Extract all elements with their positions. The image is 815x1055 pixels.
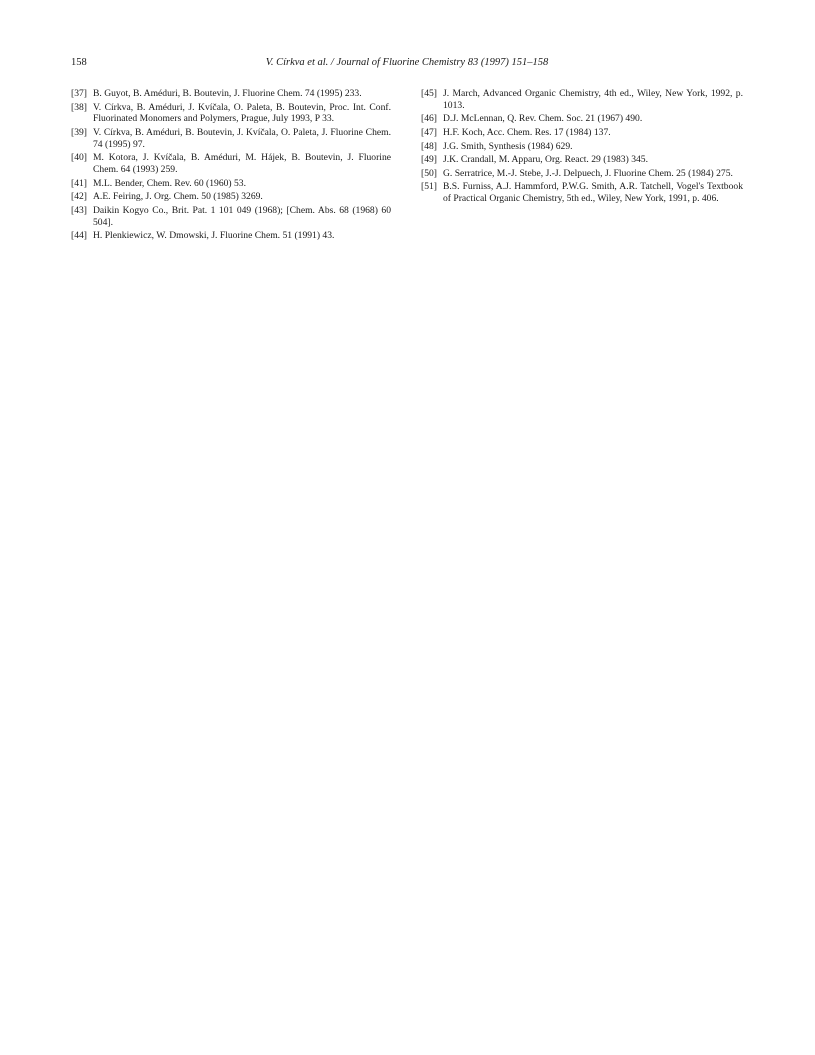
reference-text: H.F. Koch, Acc. Chem. Res. 17 (1984) 137. bbox=[443, 126, 611, 138]
reference-text: A.E. Feiring, J. Org. Chem. 50 (1985) 3269. bbox=[93, 191, 263, 203]
references-left-column bbox=[71, 88, 391, 244]
reference-item bbox=[71, 88, 391, 100]
page-number: 158 bbox=[71, 57, 87, 68]
reference-item bbox=[71, 205, 391, 229]
reference-text: J. March, Advanced Organic Chemistry, 4th ed., Wiley, New York, 1992, p. 1013. bbox=[443, 88, 743, 111]
journal-citation-header: V. Církva et al. / Journal of Fluorine Chemistry 83 (1997) 151–158 bbox=[265, 57, 549, 68]
reference-number: [38] bbox=[71, 101, 87, 113]
reference-text: Daikin Kogyo Co., Brit. Pat. 1 101 049 (1968); [Chem. Abs. 68 (1968) 60 504]. bbox=[93, 204, 391, 228]
reference-item bbox=[421, 113, 743, 125]
reference-text: D.J. McLennan, Q. Rev. Chem. Soc. 21 (1967) 490. bbox=[443, 113, 643, 125]
reference-text: V. Církva, B. Améduri, J. Kvíčala, O. Paleta, B. Boutevin, Proc. Int. Conf. Fluorinated Monomers and Polymers, Prague, July 1993, P 33. bbox=[93, 101, 391, 125]
reference-number: [42] bbox=[71, 191, 87, 203]
reference-number: [47] bbox=[421, 126, 437, 138]
reference-number: [49] bbox=[421, 154, 437, 166]
reference-text: J.G. Smith, Synthesis (1984) 629. bbox=[443, 140, 573, 152]
reference-text: G. Serratrice, M.-J. Stebe, J.-J. Delpuech, J. Fluorine Chem. 25 (1984) 275. bbox=[443, 167, 733, 179]
reference-number: [41] bbox=[71, 177, 87, 189]
reference-item bbox=[421, 88, 743, 112]
reference-text: B. Guyot, B. Améduri, B. Boutevin, J. Fluorine Chem. 74 (1995) 233. bbox=[93, 88, 362, 99]
reference-number: [43] bbox=[71, 204, 87, 216]
reference-text: V. Církva, B. Améduri, B. Boutevin, J. Kvíčala, O. Paleta, J. Fluorine Chem. 74 (1995) 97. bbox=[93, 126, 391, 150]
reference-text: B.S. Furniss, A.J. Hammford, P.W.G. Smith, A.R. Tatchell, Vogel's Textbook of Practical Organic Chemistry, 5th ed., Wiley, New York, 1991, p. 406. bbox=[443, 181, 743, 205]
reference-item bbox=[421, 127, 743, 139]
reference-item bbox=[421, 141, 743, 153]
reference-item bbox=[71, 102, 391, 126]
reference-item bbox=[71, 127, 391, 151]
reference-item bbox=[71, 152, 391, 176]
reference-item bbox=[71, 178, 391, 190]
reference-number: [48] bbox=[421, 140, 437, 152]
reference-item bbox=[421, 181, 743, 205]
reference-number: [51] bbox=[421, 181, 437, 193]
reference-number: [39] bbox=[71, 126, 87, 138]
reference-item bbox=[421, 154, 743, 166]
running-header bbox=[71, 56, 743, 70]
reference-number: [46] bbox=[421, 113, 437, 125]
references-right-column bbox=[421, 88, 743, 207]
reference-number: [50] bbox=[421, 167, 437, 179]
reference-text: M. Kotora, J. Kvíčala, B. Améduri, M. Hájek, B. Boutevin, J. Fluorine Chem. 64 (1993) 259. bbox=[93, 152, 391, 176]
reference-item bbox=[71, 230, 391, 242]
reference-number: [40] bbox=[71, 152, 87, 164]
reference-text: M.L. Bender, Chem. Rev. 60 (1960) 53. bbox=[93, 177, 247, 189]
reference-item bbox=[71, 191, 391, 203]
reference-number: [45] bbox=[421, 88, 437, 99]
reference-item bbox=[421, 168, 743, 180]
reference-text: J.K. Crandall, M. Apparu, Org. React. 29 (1983) 345. bbox=[443, 154, 648, 166]
reference-text: H. Plenkiewicz, W. Dmowski, J. Fluorine Chem. 51 (1991) 43. bbox=[93, 230, 335, 242]
reference-number: [44] bbox=[71, 230, 87, 242]
reference-number: [37] bbox=[71, 88, 87, 99]
